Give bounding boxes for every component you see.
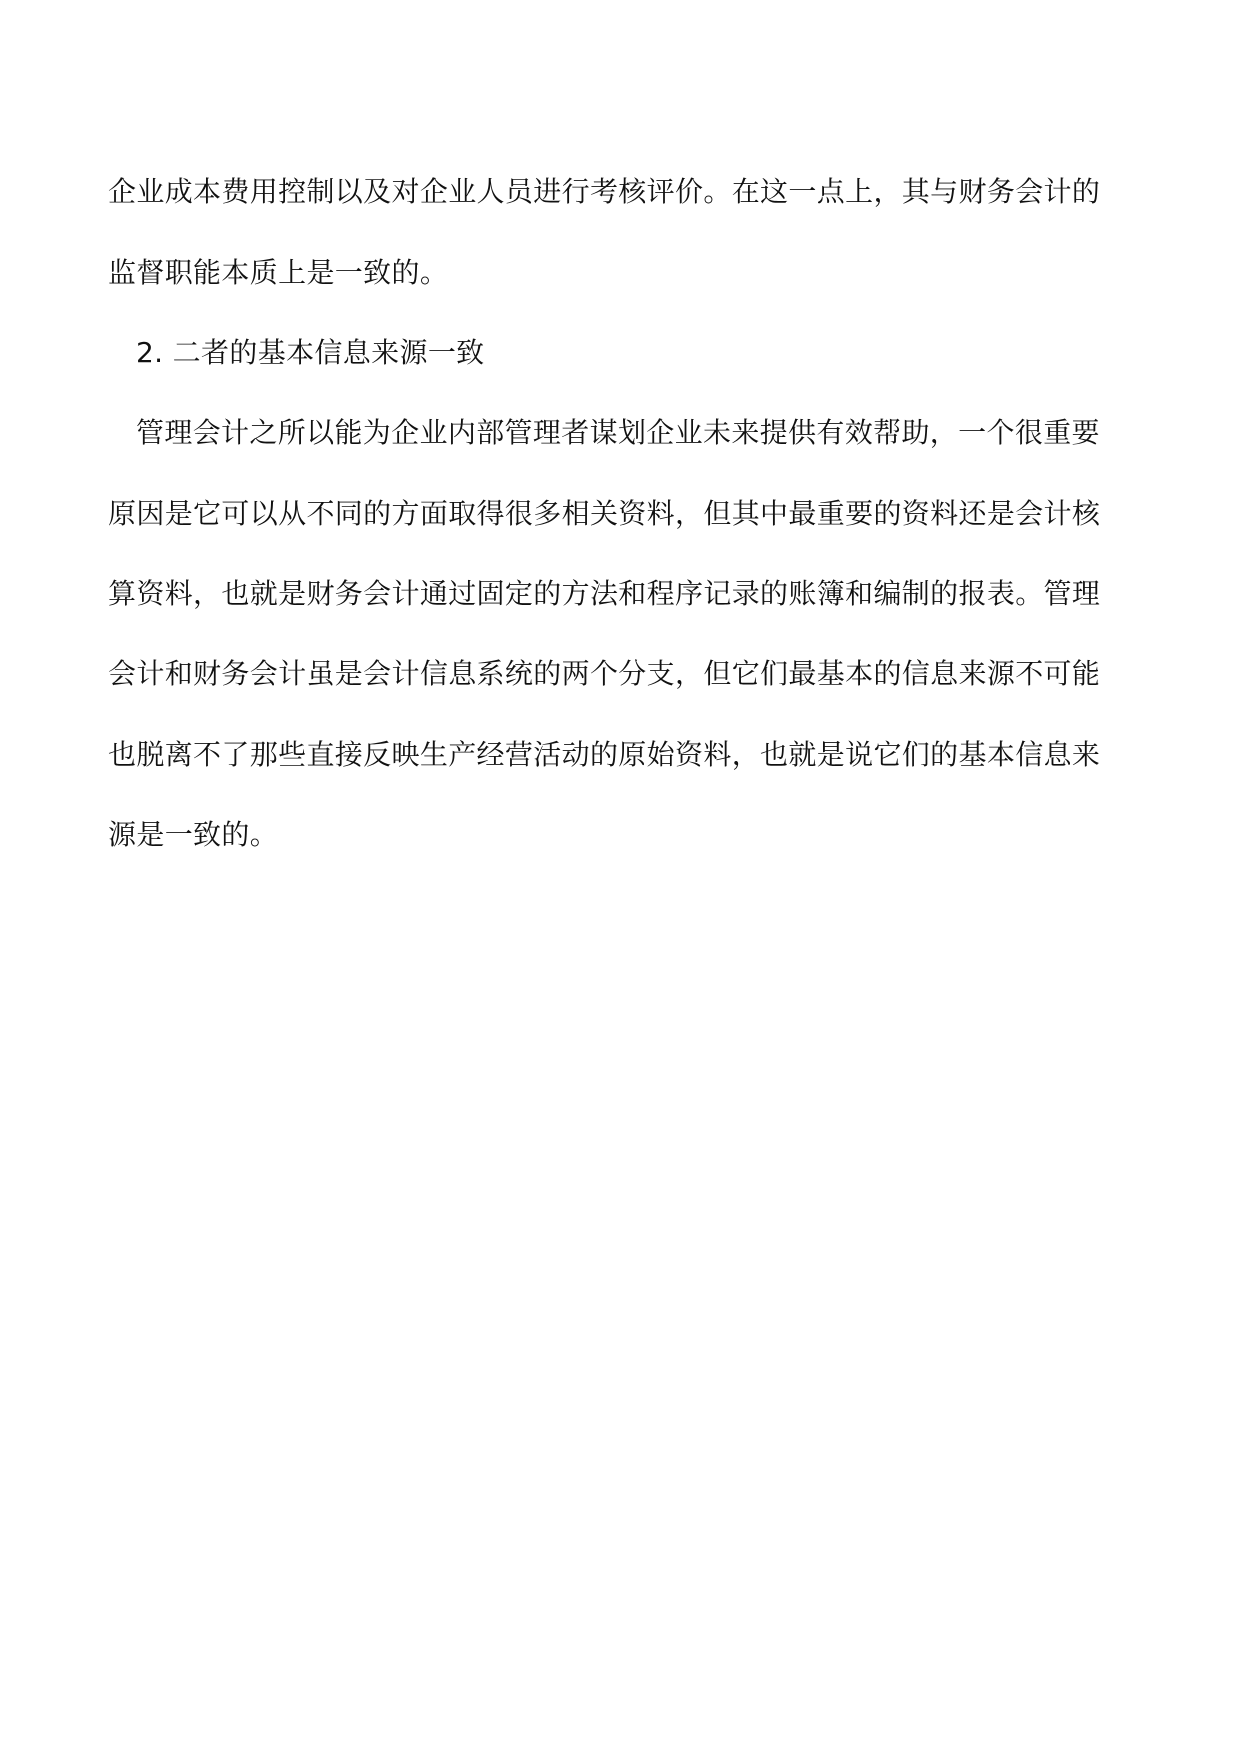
paragraph-line-5: 算资料，也就是财务会计通过固定的方法和程序记录的账簿和编制的报表。管理 [108,577,1101,610]
paragraph-line-8: 源是一致的。 [108,818,279,851]
paragraph-line-1: 企业成本费用控制以及对企业人员进行考核评价。在这一点上，其与财务会计的 [108,175,1101,208]
paragraph-line-6: 会计和财务会计虽是会计信息系统的两个分支，但它们最基本的信息来源不可能 [108,657,1101,690]
paragraph-line-3: 管理会计之所以能为企业内部管理者谋划企业未来提供有效帮助，一个很重要 [136,416,1100,449]
section-heading: 2. 二者的基本信息来源一致 [136,336,485,369]
paragraph-line-7: 也脱离不了那些直接反映生产经营活动的原始资料，也就是说它们的基本信息来 [108,738,1101,771]
paragraph-line-4: 原因是它可以从不同的方面取得很多相关资料，但其中最重要的资料还是会计核 [108,497,1101,530]
paragraph-line-2: 监督职能本质上是一致的。 [108,256,449,289]
